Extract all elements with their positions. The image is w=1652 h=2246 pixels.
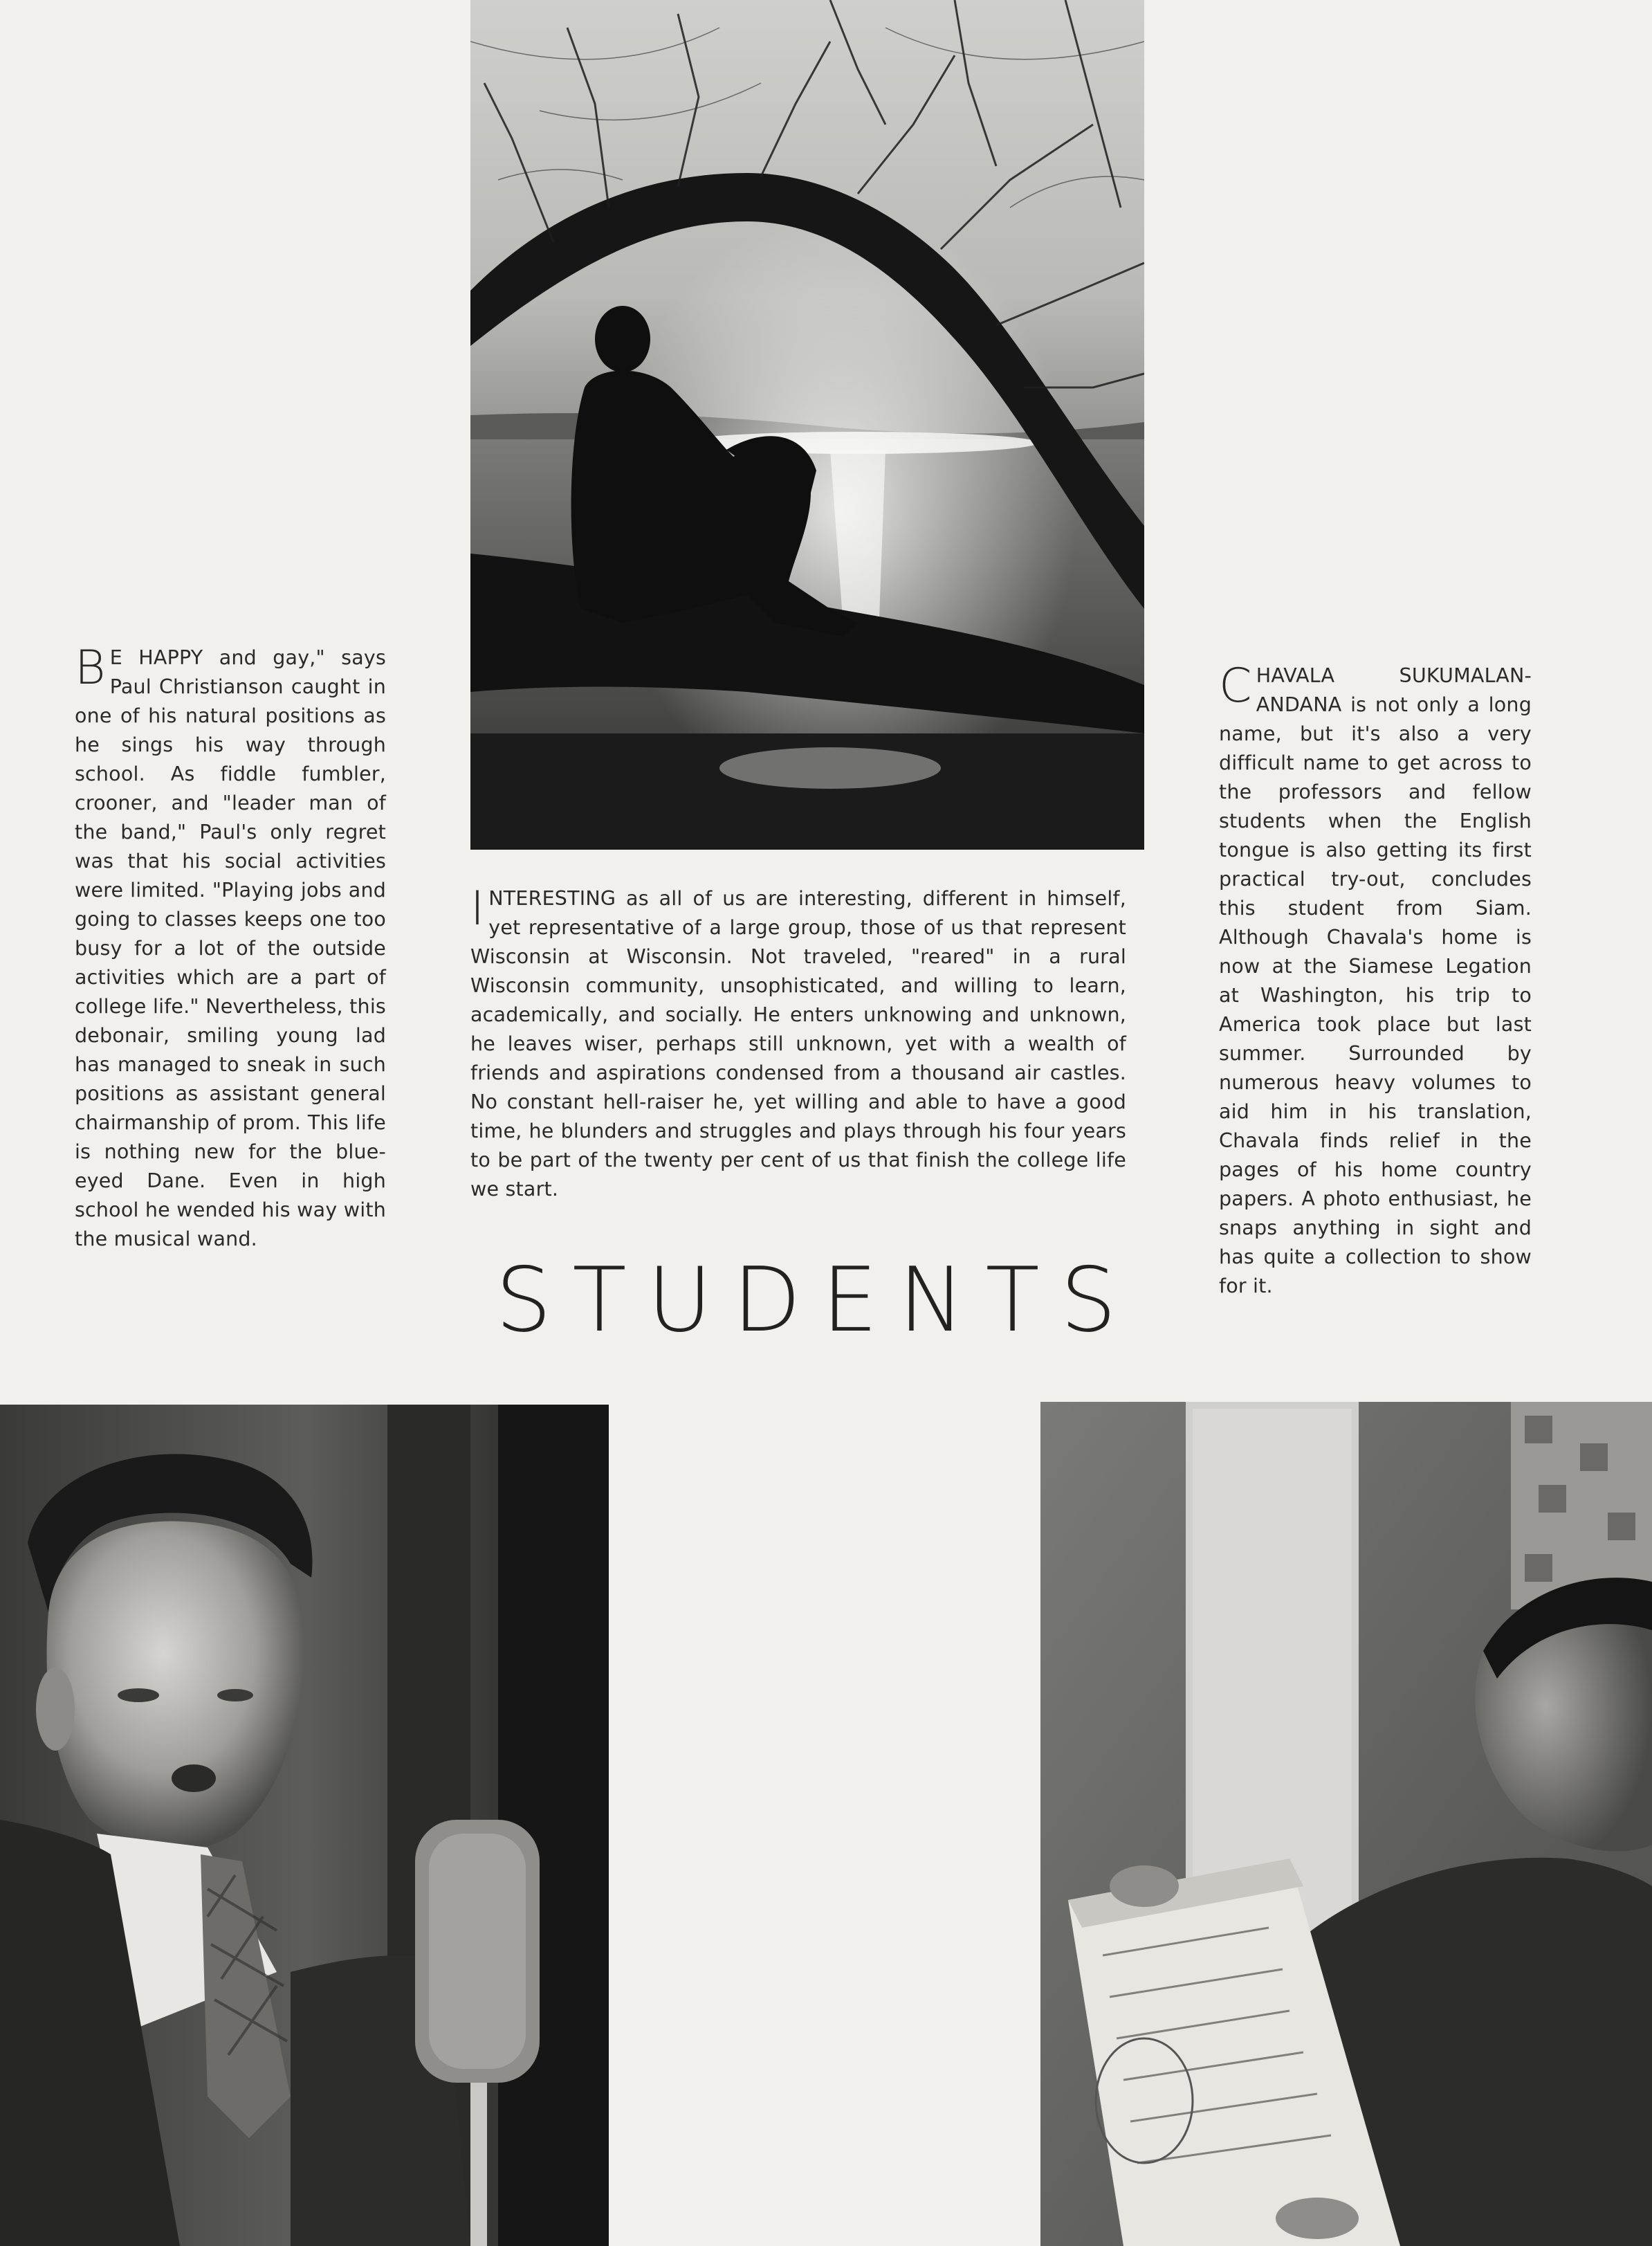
singer-photo xyxy=(0,1405,609,2246)
silhouette-lake-photo xyxy=(470,0,1144,850)
right-dropcap: C xyxy=(1219,659,1252,713)
center-column-text xyxy=(470,884,1126,1204)
silhouette-lake-image xyxy=(470,0,1144,850)
right-body: HAVALA SUKUMALAN-ANDANA is not only a long name, but it's also a very difficult name to get across to the professors and fellow students when the English tongue is also getting its first practical try-out, concludes this student from Siam. Although Chavala's home is now at the Siamese Legation at Washington, his trip to America took place but last summer. Surrounded by numerous heavy volumes to aid him in his translation, Chavala finds relief in the pages of his home country papers. A photo enthusiast, he snaps anything in sight and has quite a collection to show for it. xyxy=(1219,664,1532,1297)
page-title: STUDENTS xyxy=(495,1249,1137,1352)
left-column-text xyxy=(75,643,386,1254)
reader-photo xyxy=(1040,1402,1652,2246)
left-body: E HAPPY and gay," says Paul Christianson caught in one of his natural positions as he sings his way through school. As fiddle fumbler, crooner, and "leader man of the band," Paul's only regret was that his social activities were limited. "Playing jobs and going to classes keeps one too busy for a lot of the outside activities which are a part of college life." Nevertheless, this debonair, smiling young lad has managed to sneak in such positions as assistant general chairmanship of prom. This life is nothing new for the blue-eyed Dane. Even in high school he wended his way with the musical wand. xyxy=(75,646,386,1250)
singer-image xyxy=(0,1405,609,2246)
center-body: NTERESTING as all of us are interesting, different in himself, yet representative of a large group, those of us that represent Wisconsin at Wisconsin. Not traveled, "reared" in a rural Wisconsin community, unsophisticated, and willing to learn, academically, and socially. He enters unknowing and unknown, he leaves wiser, perhaps still unknown, yet with a wealth of friends and aspirations condensed from a thousand air castles. No constant hell-raiser he, yet willing and able to have a good time, he blunders and struggles and plays through his four years to be part of the twenty per cent of us that finish the college life we start. xyxy=(470,887,1126,1200)
right-column-text xyxy=(1219,661,1532,1301)
reader-image xyxy=(1040,1402,1652,2246)
left-dropcap: B xyxy=(75,641,106,695)
center-dropcap: I xyxy=(470,882,485,936)
